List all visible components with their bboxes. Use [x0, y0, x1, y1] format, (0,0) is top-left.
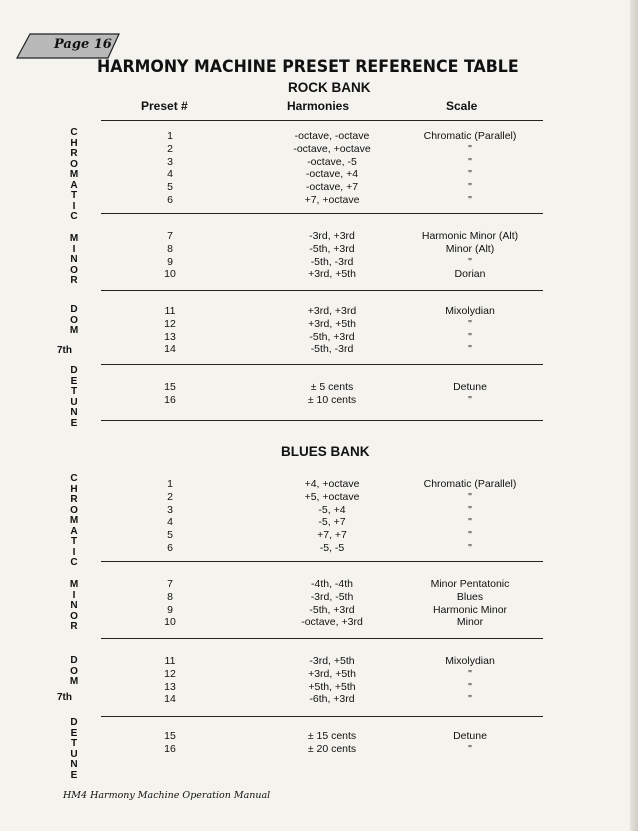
- preset-number: 10: [164, 268, 176, 281]
- group-label-letter: H: [70, 483, 78, 495]
- preset-number: 3: [167, 155, 173, 168]
- group-label-suffix: 7th: [57, 345, 72, 356]
- scale-value: Mixolydian: [445, 655, 495, 667]
- section-divider: [101, 420, 543, 421]
- group-label-letter: O: [70, 665, 78, 677]
- preset-number: 8: [167, 242, 173, 255]
- harmonies-value: +7, +7: [317, 529, 347, 542]
- harmonies-value: +3rd, +5th: [308, 667, 356, 680]
- group-label-letter: I: [72, 546, 76, 558]
- group-label-letter: E: [70, 375, 78, 387]
- scale-value: Chromatic (Parallel): [423, 478, 517, 490]
- scale-value: Chromatic (Parallel): [423, 130, 517, 142]
- preset-number: 14: [164, 693, 176, 706]
- group-label-letter: I: [72, 200, 76, 212]
- harmonies-value: -octave, -octave: [294, 130, 370, 142]
- harmonies-value: -6th, +3rd: [309, 693, 355, 706]
- section-divider: [101, 638, 543, 639]
- scale-value: ": [468, 503, 472, 516]
- group-label-letter: O: [70, 158, 78, 170]
- harmonies-value: -octave, +3rd: [301, 616, 363, 629]
- group-label-letter: E: [70, 727, 78, 739]
- group-label-detune: [56, 366, 92, 429]
- group-label-letter: T: [70, 386, 78, 397]
- scale-value: Minor: [456, 616, 484, 629]
- harmonies-value: ± 15 cents: [307, 730, 357, 742]
- harmonies-value: -3rd, -5th: [310, 590, 354, 603]
- harmonies-value: -3rd, +5th: [309, 655, 355, 667]
- scale-value: ": [468, 168, 472, 181]
- preset-number: 16: [164, 393, 176, 406]
- scale-value: Dorian: [454, 268, 486, 281]
- group-label-letter: M: [69, 169, 79, 180]
- group-label-letter: M: [69, 515, 79, 526]
- group-label-detune: [56, 718, 92, 781]
- group-label-letter: M: [69, 676, 79, 687]
- preset-number: 13: [164, 680, 176, 693]
- scale-value: ": [468, 343, 472, 356]
- group-label-letter: E: [70, 417, 78, 429]
- group-label-letter: H: [70, 137, 78, 149]
- preset-column-header: Preset #: [141, 99, 188, 113]
- group-label-letter: O: [70, 314, 78, 326]
- page-title: HARMONY MACHINE PRESET REFERENCE TABLE: [97, 57, 519, 77]
- page-tab: [16, 33, 120, 59]
- section-divider: [101, 120, 543, 121]
- preset-number: 1: [167, 130, 173, 142]
- harmonies-value: +3rd, +5th: [308, 268, 356, 281]
- harmonies-column-header: Harmonies: [287, 99, 350, 113]
- group-label-letter: A: [70, 525, 78, 537]
- harmonies-value: -5th, +3rd: [309, 242, 355, 255]
- scale-value: Mixolydian: [445, 305, 495, 317]
- harmonies-value: +5th, +5th: [308, 680, 356, 693]
- group-label-letter: O: [70, 264, 78, 276]
- harmonies-value: +3rd, +3rd: [307, 305, 357, 317]
- section-divider: [101, 290, 543, 291]
- scale-value: Blues: [456, 590, 484, 603]
- preset-number: 9: [167, 255, 173, 268]
- group-label-letter: O: [70, 610, 78, 622]
- section-divider: [101, 561, 543, 562]
- group-label-letter: T: [70, 536, 78, 547]
- preset-number: 3: [167, 503, 173, 516]
- group-label-chromatic: [56, 474, 92, 569]
- group-label-letter: T: [70, 738, 78, 749]
- group-label-letter: R: [70, 148, 78, 159]
- rock-bank-heading: ROCK BANK: [288, 80, 371, 95]
- preset-number: 15: [164, 381, 176, 393]
- scale-value: ": [468, 181, 472, 194]
- scale-value: ": [468, 194, 472, 206]
- scale-value: Detune: [453, 381, 487, 393]
- scale-value: ": [468, 542, 472, 554]
- group-label-letter: C: [70, 127, 78, 138]
- page-number: Page 16: [54, 37, 112, 52]
- group-label-minor: [56, 234, 92, 287]
- scale-value: Minor Pentatonic: [430, 578, 510, 590]
- group-label-letter: N: [70, 407, 78, 418]
- harmonies-value: ± 10 cents: [307, 393, 357, 406]
- group-label-letter: D: [70, 655, 78, 666]
- preset-number: 6: [167, 194, 173, 206]
- scale-value: ": [468, 317, 472, 330]
- preset-number: 11: [164, 655, 176, 667]
- preset-number: 2: [167, 142, 173, 155]
- group-label-letter: N: [70, 254, 78, 265]
- group-label-letter: C: [70, 473, 78, 484]
- harmonies-value: +5, +octave: [304, 490, 360, 503]
- preset-number: 5: [167, 181, 173, 194]
- harmonies-value: -5th, +3rd: [309, 603, 355, 616]
- preset-number: 15: [164, 730, 176, 742]
- scale-value: ": [468, 693, 472, 706]
- harmonies-value: -5th, -3rd: [310, 255, 354, 268]
- preset-number: 10: [164, 616, 176, 629]
- group-label-letter: M: [69, 579, 79, 590]
- harmonies-value: +3rd, +5th: [308, 317, 356, 330]
- harmonies-value: -octave, +4: [305, 168, 359, 181]
- preset-number: 5: [167, 529, 173, 542]
- group-label-letter: R: [70, 621, 78, 632]
- scale-value: ": [468, 680, 472, 693]
- preset-number: 12: [164, 317, 176, 330]
- scale-value: Harmonic Minor: [432, 603, 508, 616]
- harmonies-value: -octave, +octave: [293, 142, 371, 155]
- preset-number: 1: [167, 478, 173, 490]
- scale-value: ": [468, 330, 472, 343]
- scale-value: ": [468, 490, 472, 503]
- preset-number: 7: [167, 578, 173, 590]
- group-label-chromatic: [56, 128, 92, 223]
- footer-manual-title: HM4 Harmony Machine Operation Manual: [63, 790, 271, 801]
- group-label-letter: D: [70, 365, 78, 376]
- section-divider: [101, 716, 543, 717]
- section-divider: [101, 213, 543, 214]
- group-label-dom: [56, 305, 92, 337]
- harmonies-value: ± 20 cents: [307, 742, 357, 755]
- preset-number: 4: [167, 516, 173, 529]
- preset-number: 6: [167, 542, 173, 554]
- scale-value: ": [468, 667, 472, 680]
- group-label-dom: [56, 656, 92, 688]
- scale-value: ": [468, 742, 472, 755]
- group-label-letter: M: [69, 233, 79, 244]
- group-label-letter: N: [70, 600, 78, 611]
- group-label-letter: I: [72, 589, 76, 601]
- group-label-letter: N: [70, 759, 78, 770]
- harmonies-value: +4, +octave: [304, 478, 360, 490]
- preset-number: 7: [167, 230, 173, 242]
- preset-number: 11: [164, 305, 176, 317]
- preset-number: 4: [167, 168, 173, 181]
- section-divider: [101, 364, 543, 365]
- harmonies-value: -5th, -3rd: [310, 343, 354, 356]
- group-label-letter: D: [70, 717, 78, 728]
- scale-value: Minor (Alt): [445, 242, 495, 255]
- preset-number: 13: [164, 330, 176, 343]
- preset-number: 9: [167, 603, 173, 616]
- scale-value: ": [468, 255, 472, 268]
- scale-value: ": [468, 142, 472, 155]
- harmonies-value: -5, +7: [318, 516, 346, 529]
- harmonies-value: -3rd, +3rd: [309, 230, 355, 242]
- scale-value: ": [468, 155, 472, 168]
- page-edge: [630, 0, 638, 831]
- group-label-letter: U: [70, 396, 78, 408]
- group-label-minor: [56, 580, 92, 633]
- preset-number: 16: [164, 742, 176, 755]
- group-label-letter: D: [70, 304, 78, 315]
- scale-column-header: Scale: [446, 99, 478, 113]
- preset-number: 2: [167, 490, 173, 503]
- scale-value: Harmonic Minor (Alt): [421, 230, 519, 242]
- group-label-letter: I: [72, 243, 76, 255]
- preset-number: 14: [164, 343, 176, 356]
- harmonies-value: +7, +octave: [304, 194, 360, 206]
- harmonies-value: -5, +4: [318, 503, 346, 516]
- harmonies-value: -octave, +7: [305, 181, 359, 194]
- group-label-letter: U: [70, 748, 78, 760]
- group-label-letter: C: [70, 211, 78, 222]
- scale-value: ": [468, 516, 472, 529]
- group-label-suffix: 7th: [57, 692, 72, 703]
- group-label-letter: R: [70, 275, 78, 286]
- group-label-letter: R: [70, 494, 78, 505]
- scale-value: ": [468, 529, 472, 542]
- group-label-letter: O: [70, 504, 78, 516]
- group-label-letter: E: [70, 769, 78, 781]
- blues-bank-heading: BLUES BANK: [281, 444, 370, 459]
- group-label-letter: T: [70, 190, 78, 201]
- group-label-letter: M: [69, 325, 79, 336]
- scale-value: ": [468, 393, 472, 406]
- harmonies-value: -5, -5: [319, 542, 345, 554]
- group-label-letter: C: [70, 557, 78, 568]
- harmonies-value: -octave, -5: [307, 155, 357, 168]
- group-label-letter: A: [70, 179, 78, 191]
- scale-value: Detune: [453, 730, 487, 742]
- harmonies-value: ± 5 cents: [310, 381, 354, 393]
- harmonies-value: -5th, +3rd: [309, 330, 355, 343]
- preset-number: 12: [164, 667, 176, 680]
- preset-number: 8: [167, 590, 173, 603]
- harmonies-value: -4th, -4th: [310, 578, 354, 590]
